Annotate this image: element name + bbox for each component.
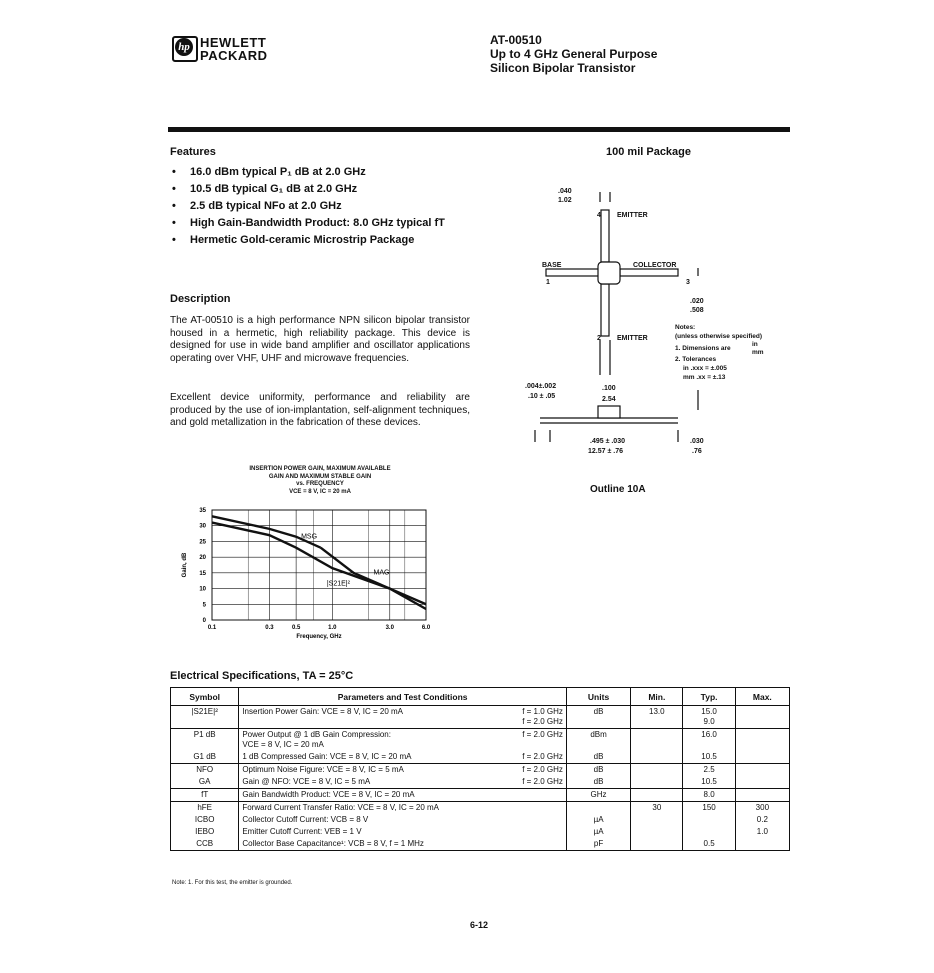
y-tick-label: 20 bbox=[199, 555, 206, 562]
brand-name bbox=[200, 36, 268, 62]
pin-num-4: 4 bbox=[597, 212, 601, 219]
cell-max bbox=[735, 751, 789, 764]
x-tick-label: 0.5 bbox=[291, 625, 301, 631]
dim-h-in: .030 bbox=[690, 438, 704, 445]
feature-item: • 10.5 dB typical G₁ dB at 2.0 GHz bbox=[172, 181, 492, 198]
x-tick-label: 6.0 bbox=[421, 625, 431, 631]
title-line-2: Silicon Bipolar Transistor bbox=[490, 61, 636, 75]
document-title bbox=[490, 33, 657, 75]
series-label: |S21E|² bbox=[326, 580, 350, 588]
cell-param bbox=[239, 729, 567, 752]
x-tick-label: 3.0 bbox=[385, 625, 394, 631]
dim-thick-mm: .10 ± .05 bbox=[528, 393, 556, 400]
cell-typ bbox=[683, 814, 735, 826]
table-row bbox=[171, 814, 790, 826]
cell-min bbox=[631, 789, 683, 802]
cell-max: 300 bbox=[735, 802, 789, 815]
brand-line-1: HEWLETT bbox=[200, 35, 267, 50]
feature-item: • High Gain-Bandwidth Product: 8.0 GHz typical fT bbox=[172, 215, 492, 232]
table-row bbox=[171, 751, 790, 764]
col-typ: Typ. bbox=[683, 688, 735, 706]
x-tick-label: 0.3 bbox=[265, 625, 274, 631]
pin-num-2: 2 bbox=[597, 335, 601, 342]
table-row bbox=[171, 838, 790, 851]
typ-1: 15.0 bbox=[701, 707, 717, 716]
cell-min bbox=[631, 751, 683, 764]
cell-units: pF bbox=[566, 838, 630, 851]
pin-num-3: 3 bbox=[686, 279, 690, 286]
cell-units: dB bbox=[566, 751, 630, 764]
cell-param bbox=[239, 706, 567, 729]
table-row bbox=[171, 776, 790, 789]
cond-1: f = 2.0 GHz bbox=[522, 777, 563, 786]
cell-symbol: ICBO bbox=[171, 814, 239, 826]
dim-right-mm: .508 bbox=[690, 307, 704, 314]
cell-max bbox=[735, 838, 789, 851]
pin-num-1: 1 bbox=[546, 279, 550, 286]
cell-min: 30 bbox=[631, 802, 683, 815]
cell-symbol: CCB bbox=[171, 838, 239, 851]
y-tick-label: 10 bbox=[199, 586, 206, 593]
pin-base: BASE bbox=[542, 262, 562, 269]
cell-min: 13.0 bbox=[631, 706, 683, 729]
cell-max bbox=[735, 764, 789, 777]
specs-table bbox=[170, 687, 790, 851]
table-row bbox=[171, 729, 790, 752]
x-axis-label: Frequency, GHz bbox=[296, 634, 342, 640]
param-text: Gain @ NFO: VCE = 8 V, IC = 5 mA bbox=[242, 777, 371, 786]
cell-max bbox=[735, 729, 789, 752]
cell-param: Collector Cutoff Current: VCB = 8 V bbox=[239, 814, 567, 826]
cell-max: 1.0 bbox=[735, 826, 789, 838]
y-axis-label: Gain, dB bbox=[182, 552, 188, 578]
cell-symbol: |S21E|² bbox=[171, 706, 239, 729]
y-tick-label: 5 bbox=[202, 602, 206, 609]
typ-2: 9.0 bbox=[703, 717, 715, 726]
cell-param: Collector Base Capacitance¹: VCB = 8 V, f = 1 MHz bbox=[239, 838, 567, 851]
param-text: Power Output @ 1 dB Gain Compression: bbox=[242, 730, 391, 739]
param-text: 1 dB Compressed Gain: VCE = 8 V, IC = 20 mA bbox=[242, 752, 412, 761]
description-para-1: The AT-00510 is a high performance NPN silicon bipolar transistor housed in a hermetic, high reliability package. This device is designed for use in wide band amplifier and oscillator applications operating over VHF, UHF and microwave frequencies. bbox=[170, 315, 470, 364]
cell-max: 0.2 bbox=[735, 814, 789, 826]
y-tick-label: 35 bbox=[199, 508, 206, 514]
cell-typ: 150 bbox=[683, 802, 735, 815]
pin-emitter-bottom: EMITTER bbox=[617, 335, 648, 342]
cell-units: GHz bbox=[566, 789, 630, 802]
pin-collector: COLLECTOR bbox=[633, 262, 677, 269]
cond-1: f = 1.0 GHz bbox=[522, 707, 563, 716]
x-tick-label: 1.0 bbox=[328, 625, 337, 631]
cell-units: dB bbox=[566, 764, 630, 777]
pin-emitter-top: EMITTER bbox=[617, 212, 648, 219]
emitter-lead-top bbox=[601, 210, 609, 262]
cell-units: dB bbox=[566, 776, 630, 789]
series-line bbox=[212, 516, 321, 547]
dim-body-mm: 2.54 bbox=[602, 396, 616, 403]
cell-units: dB bbox=[566, 706, 630, 729]
dim-h-mm: .76 bbox=[692, 448, 702, 455]
x-tick-label: 0.1 bbox=[207, 625, 217, 631]
dim-len-in: .495 ± .030 bbox=[590, 438, 625, 445]
cell-min bbox=[631, 838, 683, 851]
table-row bbox=[171, 789, 790, 802]
cell-symbol: NFO bbox=[171, 764, 239, 777]
dim-len-mm: 12.57 ± .76 bbox=[588, 448, 623, 455]
package-drawing bbox=[520, 180, 790, 470]
notes-title: Notes: bbox=[675, 324, 696, 331]
y-tick-label: 30 bbox=[199, 523, 206, 530]
table-row bbox=[171, 802, 790, 815]
description-heading: Description bbox=[170, 293, 231, 305]
note-1: 1. Dimensions are bbox=[675, 345, 731, 352]
part-number: AT-00510 bbox=[490, 33, 542, 47]
header-rule bbox=[168, 127, 790, 132]
dim-lead-in: .040 bbox=[558, 188, 572, 195]
collector-lead bbox=[620, 269, 678, 276]
hp-logo: hp bbox=[175, 38, 193, 56]
cell-min bbox=[631, 814, 683, 826]
cell-symbol: GA bbox=[171, 776, 239, 789]
cell-max bbox=[735, 789, 789, 802]
col-params: Parameters and Test Conditions bbox=[239, 688, 567, 706]
features-heading: Features bbox=[170, 146, 216, 158]
specs-header-row bbox=[171, 688, 790, 706]
dim-thick-in: .004±.002 bbox=[525, 383, 557, 390]
gain-chart bbox=[176, 500, 456, 645]
cond-1: f = 2.0 GHz bbox=[522, 730, 563, 739]
cell-typ: 8.0 bbox=[683, 789, 735, 802]
cell-typ: 2.5 bbox=[683, 764, 735, 777]
series-line bbox=[212, 523, 426, 609]
cell-param: Forward Current Transfer Ratio: VCE = 8 V, IC = 20 mA bbox=[239, 802, 567, 815]
cond-1: f = 2.0 GHz bbox=[522, 765, 563, 774]
feature-item: • 2.5 dB typical NFo at 2.0 GHz bbox=[172, 198, 492, 215]
cell-param bbox=[239, 751, 567, 764]
cond-text bbox=[522, 707, 563, 727]
package-outline: Outline 10A bbox=[590, 484, 646, 495]
param-text: Optimum Noise Figure: VCE = 8 V, IC = 5 mA bbox=[242, 765, 404, 774]
chart-title-2: GAIN AND MAXIMUM STABLE GAIN bbox=[268, 473, 372, 480]
cell-typ: 16.0 bbox=[683, 729, 735, 752]
specs-heading: Electrical Specifications, TA = 25°C bbox=[170, 670, 354, 682]
cell-typ: 10.5 bbox=[683, 776, 735, 789]
cell-min bbox=[631, 776, 683, 789]
cell-typ bbox=[683, 706, 735, 729]
cell-units: µA bbox=[566, 814, 630, 826]
dim-lead-mm: 1.02 bbox=[558, 197, 572, 204]
col-symbol: Symbol bbox=[171, 688, 239, 706]
y-tick-label: 15 bbox=[199, 570, 206, 577]
brand-line-2: PACKARD bbox=[200, 48, 268, 63]
cell-symbol: fT bbox=[171, 789, 239, 802]
specs-note: Note: 1. For this test, the emitter is grounded. bbox=[172, 880, 293, 886]
cell-param bbox=[239, 776, 567, 789]
package-body bbox=[598, 262, 620, 284]
param-text: Insertion Power Gain: VCE = 8 V, IC = 20 mA bbox=[242, 707, 403, 716]
cell-min bbox=[631, 764, 683, 777]
note-1-frac-top: in bbox=[752, 341, 758, 348]
chart-title-1: INSERTION POWER GAIN, MAXIMUM AVAILABLE bbox=[249, 466, 391, 472]
note-2-b: mm .xx = ±.13 bbox=[683, 374, 726, 381]
cell-symbol: IEBO bbox=[171, 826, 239, 838]
chart-title-3: vs. FREQUENCY bbox=[296, 481, 344, 487]
package-heading: 100 mil Package bbox=[606, 146, 692, 158]
page-number: 6-12 bbox=[470, 920, 489, 930]
series-label: MAG bbox=[373, 569, 390, 577]
cell-units: µA bbox=[566, 826, 630, 838]
y-tick-label: 0 bbox=[202, 618, 206, 624]
cell-units bbox=[566, 802, 630, 815]
cell-typ: 0.5 bbox=[683, 838, 735, 851]
emitter-lead-bottom bbox=[601, 284, 609, 336]
col-min: Min. bbox=[631, 688, 683, 706]
series-label: MSG bbox=[301, 533, 318, 541]
cell-max bbox=[735, 776, 789, 789]
cell-typ: 10.5 bbox=[683, 751, 735, 764]
feature-item: • 16.0 dBm typical P₁ dB at 2.0 GHz bbox=[172, 164, 492, 181]
col-max: Max. bbox=[735, 688, 789, 706]
note-2: 2. Tolerances bbox=[675, 356, 717, 363]
notes-sub: (unless otherwise specified) bbox=[675, 333, 763, 340]
cell-symbol: P1 dB bbox=[171, 729, 239, 752]
note-1-frac-bottom: mm bbox=[752, 349, 764, 356]
cell-min bbox=[631, 729, 683, 752]
plot-frame bbox=[212, 510, 426, 620]
table-row bbox=[171, 826, 790, 838]
cell-symbol: hFE bbox=[171, 802, 239, 815]
note-2-a: in .xxx = ±.005 bbox=[683, 365, 727, 372]
param-text-2: VCE = 8 V, IC = 20 mA bbox=[242, 740, 324, 749]
chart-title-4: VCE = 8 V, IC = 20 mA bbox=[289, 488, 351, 495]
cell-max bbox=[735, 706, 789, 729]
table-row bbox=[171, 764, 790, 777]
base-lead bbox=[546, 269, 600, 276]
cell-units: dBm bbox=[566, 729, 630, 752]
cell-param bbox=[239, 764, 567, 777]
table-row bbox=[171, 706, 790, 729]
title-line-1: Up to 4 GHz General Purpose bbox=[490, 47, 658, 61]
feature-item: • Hermetic Gold-ceramic Microstrip Package bbox=[172, 232, 492, 249]
dim-body-in: .100 bbox=[602, 385, 616, 392]
cell-symbol: G1 dB bbox=[171, 751, 239, 764]
features-list bbox=[172, 164, 492, 249]
cell-param: Gain Bandwidth Product: VCE = 8 V, IC = 20 mA bbox=[239, 789, 567, 802]
col-units: Units bbox=[566, 688, 630, 706]
description-para-2: Excellent device uniformity, performance and reliability are produced by the use of ion-implantation, self-alignment techniques, and gold metallization in the fabrication of these devices. bbox=[170, 392, 470, 428]
cond-1: f = 2.0 GHz bbox=[522, 752, 563, 761]
dim-right-in: .020 bbox=[690, 298, 704, 305]
cond-2: f = 2.0 GHz bbox=[522, 717, 563, 726]
cell-typ bbox=[683, 826, 735, 838]
y-tick-label: 25 bbox=[199, 539, 206, 546]
cell-param: Emitter Cutoff Current: VEB = 1 V bbox=[239, 826, 567, 838]
cell-min bbox=[631, 826, 683, 838]
chart-title bbox=[200, 466, 440, 496]
